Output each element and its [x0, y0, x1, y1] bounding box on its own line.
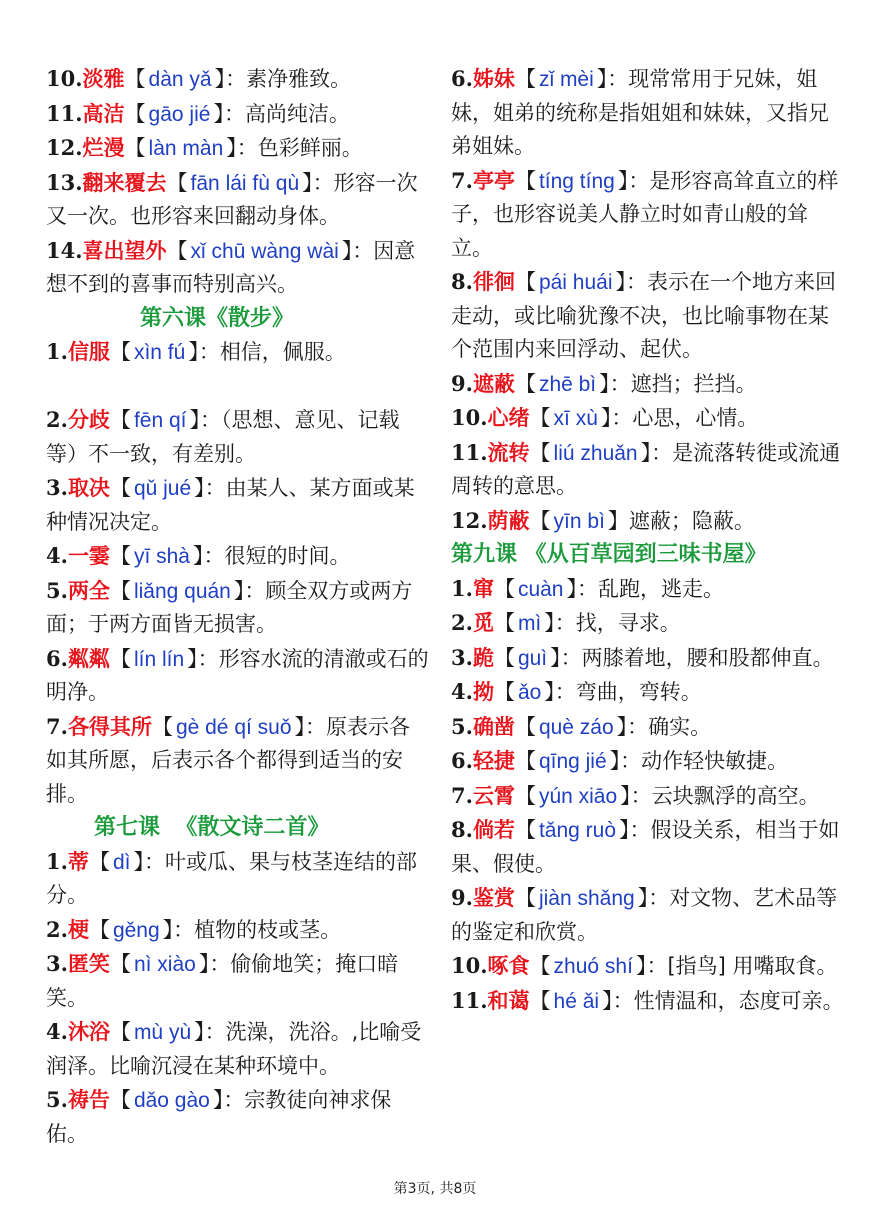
bracket-close: 】 [226, 137, 237, 160]
separator: ： [173, 917, 195, 942]
separator: ： [198, 340, 220, 364]
definition: 性情温和，态度可亲。 [633, 988, 844, 1013]
bracket-open: 【 [109, 953, 131, 976]
right-column [451, 62, 845, 1018]
separator: ： [197, 646, 219, 671]
vocab-entry [451, 164, 845, 266]
bracket-close: 】 [617, 169, 629, 193]
separator: ： [609, 371, 631, 396]
vocab-word: 鉴赏 [472, 885, 515, 910]
pinyin: dǎo gào [133, 1089, 210, 1112]
bracket-close: 】 [635, 955, 647, 978]
vocab-entry [451, 367, 845, 402]
bracket-close: 】 [619, 819, 630, 842]
pinyin: dì [112, 850, 131, 874]
entry-number: 2. [46, 916, 68, 942]
pinyin: què záo [538, 715, 614, 739]
separator: ： [554, 611, 576, 635]
vocab-entry [46, 539, 430, 574]
entry-number: 4. [451, 679, 473, 704]
vocab-word: 遮蔽 [472, 370, 515, 396]
entry-number: 7. [46, 713, 68, 739]
pinyin: fān lái fù qù [190, 171, 300, 195]
vocab-word: 喜出望外 [82, 237, 167, 263]
vocab-entry [46, 1015, 430, 1083]
entry-number: 11. [451, 987, 488, 1013]
entry-number: 6. [46, 645, 68, 671]
entry-number: 6. [451, 748, 473, 773]
entry-number: 3. [46, 951, 68, 976]
entry-number: 7. [451, 167, 473, 193]
entry-number: 12. [451, 507, 488, 533]
entry-number: 9. [451, 885, 473, 910]
vocab-entry [451, 984, 845, 1019]
vocab-word: 烂漫 [82, 135, 125, 160]
vocab-word: 信服 [67, 339, 110, 364]
bracket-open: 【 [493, 612, 515, 635]
separator: ： [611, 406, 633, 430]
pinyin: liǎng quán [133, 579, 231, 603]
vocab-word: 确凿 [472, 713, 515, 739]
separator: ： [225, 67, 247, 91]
definition: 很短的时间。 [224, 544, 351, 568]
vocab-entry [451, 813, 845, 881]
separator: ： [199, 408, 221, 432]
vocab-entry [46, 471, 430, 539]
separator: ： [223, 101, 245, 126]
pinyin: zhuó shí [553, 955, 633, 978]
bracket-open: 【 [514, 819, 536, 842]
vocab-entry [46, 947, 430, 1015]
vocab-word: 徘徊 [472, 269, 515, 294]
vocab-word: 淡雅 [82, 66, 125, 91]
bracket-open: 【 [514, 372, 536, 396]
bracket-open: 【 [109, 1021, 131, 1044]
definition: 是形容高耸直立的样子，也形容说美人静立时如青山般的耸立。 [451, 168, 839, 260]
vocab-entry [451, 744, 845, 779]
pinyin: qīng jié [538, 750, 607, 773]
pinyin: yún xiāo [538, 784, 618, 808]
vocab-word: 取决 [67, 475, 110, 500]
bracket-close: 】 [616, 715, 628, 739]
definition: 形容水流的清澈或石的明净。 [46, 646, 429, 704]
vocab-entry [46, 913, 430, 948]
pinyin: zǐ mèi [538, 68, 594, 91]
entry-number: 1. [46, 339, 68, 364]
pinyin: tǎng ruò [538, 819, 616, 842]
definition: 因意想不到的喜事而特别高兴。 [46, 238, 416, 296]
vocab-word: 姊妹 [472, 66, 515, 91]
definition: 相信，佩服。 [219, 340, 346, 364]
vocab-word: 流转 [487, 439, 530, 465]
bracket-close: 】 [602, 989, 613, 1013]
entry-number: 3. [46, 475, 68, 500]
definition: 云块飘浮的高空。 [651, 783, 820, 808]
entry-number: 6. [451, 66, 473, 91]
separator: ： [629, 818, 651, 842]
entry-number: 10. [451, 953, 488, 978]
bracket-close: 】 [637, 887, 649, 910]
vocab-word: 荫蔽 [487, 507, 530, 533]
definition: 乱跑，逃走。 [597, 576, 724, 601]
definition: 找，寻求。 [575, 611, 681, 635]
separator: ： [612, 988, 634, 1013]
bracket-open: 【 [124, 137, 146, 160]
vocab-word: 云霄 [472, 782, 515, 808]
entry-number: 8. [451, 269, 473, 294]
vocab-word: 匿笑 [67, 951, 110, 976]
bracket-open: 【 [529, 407, 551, 430]
separator: ： [628, 168, 650, 193]
bracket-close: 】 [212, 1089, 224, 1112]
vocab-entry [46, 62, 430, 97]
page-footer: 第3页, 共8页 [393, 1181, 477, 1197]
separator: ： [143, 849, 165, 874]
vocab-word: 蒂 [67, 848, 89, 874]
vocab-entry [46, 845, 430, 913]
bracket-close: 】 [188, 341, 199, 364]
bracket-close: 】 [620, 784, 631, 808]
entry-number: 9. [451, 370, 473, 396]
vocab-entry [46, 335, 430, 370]
bracket-close: 】 [566, 577, 577, 601]
separator: ： [352, 238, 374, 263]
bracket-close: 】 [194, 1021, 205, 1044]
separator: ： [236, 136, 258, 160]
definition: 假设关系，相当于如果、假使。 [451, 818, 840, 876]
vocab-entry [46, 642, 430, 710]
bracket-open: 【 [109, 341, 131, 364]
vocab-word: 和蔼 [487, 987, 530, 1013]
bracket-open: 【 [109, 579, 131, 603]
definition: （思想、意见、记载等）不一致，有差别。 [46, 408, 400, 466]
bracket-open: 【 [109, 545, 131, 568]
bracket-close: 】 [189, 409, 200, 432]
vocab-entry [46, 131, 430, 166]
separator: ： [646, 954, 668, 978]
bracket-close: 】 [544, 681, 555, 704]
separator: ： [651, 440, 673, 465]
separator: ： [560, 645, 582, 670]
entry-number: 5. [46, 577, 68, 603]
vocab-entry [451, 436, 845, 504]
bracket-close: 】 [133, 850, 144, 874]
definition: 遮蔽；隐蔽。 [628, 508, 755, 533]
bracket-open: 【 [514, 715, 536, 739]
definition: [指鸟] 用嘴取食。 [667, 954, 838, 978]
vocab-word: 亭亭 [472, 167, 515, 193]
definition: 确实。 [648, 714, 712, 739]
definition: 对文物、艺术品等的鉴定和欣赏。 [451, 886, 838, 944]
separator: ： [620, 749, 642, 773]
vocab-word: 分歧 [67, 407, 110, 432]
entry-number: 1. [46, 848, 68, 874]
entry-number: 5. [451, 713, 473, 739]
entry-number: 11. [451, 439, 488, 465]
vocab-word: 啄食 [487, 953, 530, 978]
vocab-word: 两全 [67, 577, 110, 603]
entry-number: 4. [46, 1019, 68, 1044]
pinyin: yī shà [133, 545, 190, 568]
separator: ： [312, 170, 334, 195]
bracket-open: 【 [514, 887, 536, 910]
separator: ： [576, 576, 598, 601]
bracket-close: 】 [550, 646, 561, 670]
entry-number: 10. [46, 66, 83, 91]
vocab-entry [451, 949, 845, 984]
pinyin: qǔ jué [133, 477, 192, 500]
pinyin: zhē bì [538, 372, 597, 396]
separator: ： [627, 714, 649, 739]
vocab-word: 祷告 [67, 1087, 110, 1112]
vocab-word: 沐浴 [67, 1019, 110, 1044]
bracket-close: 】 [640, 441, 652, 465]
vocab-word: 各得其所 [67, 713, 152, 739]
pinyin: jiàn shǎng [538, 887, 635, 910]
pinyin: liú zhuǎn [553, 441, 638, 465]
definition: 表示在一个地方来回走动，或比喻犹豫不决，也比喻事物在某个范围内来回浮动、起伏。 [451, 270, 836, 361]
bracket-open: 【 [493, 577, 515, 601]
definition: 心思，心情。 [632, 406, 759, 430]
vocab-entry [451, 606, 845, 641]
definition: 顾全双方或两方面；于两方面皆无损害。 [46, 578, 413, 636]
bracket-open: 【 [493, 646, 515, 670]
definition: 遮挡；拦挡。 [630, 371, 757, 396]
bracket-open: 【 [514, 750, 536, 773]
vocab-entry [451, 779, 845, 814]
pinyin: gè dé qí suǒ [175, 715, 292, 739]
pinyin: dàn yǎ [148, 68, 212, 91]
vocab-entry [451, 504, 845, 539]
definition: 原表示各如其所愿，后表示各个都得到适当的安排。 [46, 714, 411, 806]
bracket-close: 】 [599, 372, 610, 396]
pinyin: xī xù [553, 407, 598, 430]
bracket-open: 【 [529, 509, 551, 533]
vocab-entry [451, 572, 845, 607]
bracket-close: 】 [233, 579, 245, 603]
entry-number: 3. [451, 644, 473, 670]
entry-number: 14. [46, 237, 83, 263]
bracket-open: 【 [88, 918, 110, 942]
vocab-word: 翻来覆去 [82, 169, 167, 195]
separator: ： [204, 476, 226, 500]
entry-number: 4. [46, 543, 68, 568]
pinyin: gāo jié [148, 102, 211, 126]
bracket-open: 【 [529, 955, 551, 978]
pinyin: lín lín [133, 647, 185, 671]
separator: ： [630, 783, 652, 808]
vocab-entry [451, 675, 845, 710]
entry-number: 1. [451, 575, 473, 601]
pinyin: ǎo [517, 681, 542, 704]
bracket-open: 【 [109, 477, 131, 500]
bracket-open: 【 [529, 989, 551, 1013]
separator: ： [209, 952, 231, 976]
left-column [46, 62, 430, 1151]
bracket-open: 【 [109, 1089, 131, 1112]
definition: 现常常用于兄妹，姐妹，姐弟的统称是指姐姐和妹妹，又指兄弟姐妹。 [451, 67, 829, 158]
separator: ： [554, 680, 576, 704]
bracket-close: 】 [302, 171, 313, 195]
entry-number: 12. [46, 135, 83, 160]
separator: ： [203, 544, 225, 568]
vocab-entry [46, 403, 430, 471]
bracket-open: 【 [514, 169, 536, 193]
entry-number: 7. [451, 782, 473, 808]
bracket-open: 【 [88, 850, 110, 874]
definition: 色彩鲜丽。 [257, 136, 363, 160]
pinyin: tíng tíng [538, 169, 615, 193]
definition: 素净雅致。 [246, 67, 352, 91]
pinyin: làn màn [148, 137, 224, 160]
pinyin: nì xiào [133, 953, 196, 976]
vocab-entry [46, 97, 430, 132]
pinyin: xǐ chū wàng wài [190, 239, 339, 263]
bracket-close: 】 [187, 647, 198, 671]
bracket-open: 【 [493, 681, 515, 704]
bracket-close: 】 [341, 239, 353, 263]
bracket-open: 【 [124, 68, 146, 91]
pinyin: gěng [112, 918, 160, 942]
entry-number: 2. [46, 407, 68, 432]
vocab-entry [451, 62, 845, 164]
bracket-close: 】 [213, 102, 224, 126]
bracket-open: 【 [109, 409, 131, 432]
entry-number: 8. [451, 817, 473, 842]
definition: 洗澡，洗浴。,比喻受润泽。比喻沉浸在某种环境中。 [46, 1020, 422, 1078]
bracket-open: 【 [109, 647, 131, 671]
lesson-heading: 第九课 《从百草园到三味书屋》 [451, 541, 767, 567]
vocab-entry [46, 574, 430, 642]
bracket-open: 【 [124, 102, 146, 126]
vocab-entry [46, 1083, 430, 1151]
vocab-entry [451, 401, 845, 436]
lesson-heading: 第六课《散步》 [140, 304, 295, 331]
bracket-close: 】 [214, 68, 226, 91]
vocab-word: 觅 [472, 610, 494, 635]
separator: ： [305, 714, 327, 739]
blank-line [46, 370, 430, 404]
definition: 两膝着地，腰和股都伸直。 [581, 645, 834, 670]
definition: 是流落转徙或流通周转的意思。 [451, 440, 841, 498]
vocab-entry [451, 641, 845, 676]
bracket-open: 【 [514, 784, 536, 808]
pinyin: hé ǎi [553, 989, 600, 1013]
bracket-open: 【 [151, 715, 173, 739]
definition: 偷偷地笑；掩口暗笑。 [46, 952, 399, 1010]
vocab-entry [451, 265, 845, 367]
vocab-entry [46, 166, 430, 234]
bracket-open: 【 [514, 68, 536, 91]
separator: ： [223, 1088, 245, 1112]
pinyin: mù yù [133, 1021, 192, 1044]
bracket-open: 【 [514, 271, 536, 294]
vocab-word: 高洁 [82, 100, 125, 126]
vocab-word: 拗 [472, 679, 494, 704]
definition: 植物的枝或茎。 [194, 917, 342, 942]
bracket-open: 【 [166, 239, 188, 263]
pinyin: guì [517, 646, 548, 670]
bracket-close: 】 [192, 545, 204, 568]
vocab-word: 窜 [472, 575, 494, 601]
separator: ： [244, 578, 266, 603]
bracket-close: 】 [607, 509, 629, 533]
definition: 由某人、某方面或某种情况决定。 [46, 476, 415, 534]
entry-number: 5. [46, 1087, 68, 1112]
entry-number: 10. [451, 405, 488, 430]
bracket-close: 】 [194, 477, 205, 500]
vocab-word: 跪 [472, 644, 494, 670]
vocab-word: 轻捷 [472, 748, 515, 773]
vocab-word: 梗 [67, 916, 89, 942]
bracket-open: 【 [529, 441, 551, 465]
pinyin: mì [517, 612, 542, 635]
definition: 叶或瓜、果与枝茎连结的部分。 [46, 849, 417, 907]
vocab-word: 粼粼 [67, 645, 110, 671]
vocab-entry [451, 881, 845, 949]
lesson-heading: 第七课 《散文诗二首》 [94, 814, 330, 840]
entry-number: 13. [46, 169, 83, 195]
definition: 动作轻快敏捷。 [641, 749, 789, 773]
pinyin: xìn fú [133, 341, 186, 364]
vocab-entry [46, 234, 430, 302]
separator: ： [648, 886, 670, 910]
pinyin: pái huái [538, 271, 613, 294]
bracket-close: 】 [615, 271, 626, 294]
definition: 宗教徒向神求保佑。 [46, 1088, 392, 1146]
pinyin: cuàn [517, 577, 564, 601]
definition: 弯曲，弯转。 [575, 680, 702, 704]
bracket-close: 】 [198, 953, 210, 976]
separator: ： [204, 1020, 226, 1044]
vocab-word: 心绪 [487, 405, 530, 430]
definition: 高尚纯洁。 [244, 101, 350, 126]
bracket-close: 】 [600, 407, 612, 430]
entry-number: 2. [451, 610, 473, 635]
entry-number: 11. [46, 100, 83, 126]
pinyin: yīn bì [553, 509, 605, 533]
definition: 形容一次又一次。也形容来回翻动身体。 [46, 170, 418, 228]
bracket-close: 】 [609, 750, 621, 773]
bracket-open: 【 [166, 171, 188, 195]
bracket-close: 】 [294, 715, 306, 739]
pinyin: fēn qí [133, 409, 187, 432]
bracket-close: 】 [596, 68, 608, 91]
bracket-close: 】 [544, 612, 555, 635]
vocab-entry [451, 710, 845, 745]
vocab-word: 倘若 [472, 817, 515, 842]
bracket-close: 】 [162, 918, 174, 942]
separator: ： [607, 67, 629, 91]
vocab-word: 一霎 [67, 543, 110, 568]
vocab-entry [46, 710, 430, 812]
separator: ： [626, 270, 647, 294]
